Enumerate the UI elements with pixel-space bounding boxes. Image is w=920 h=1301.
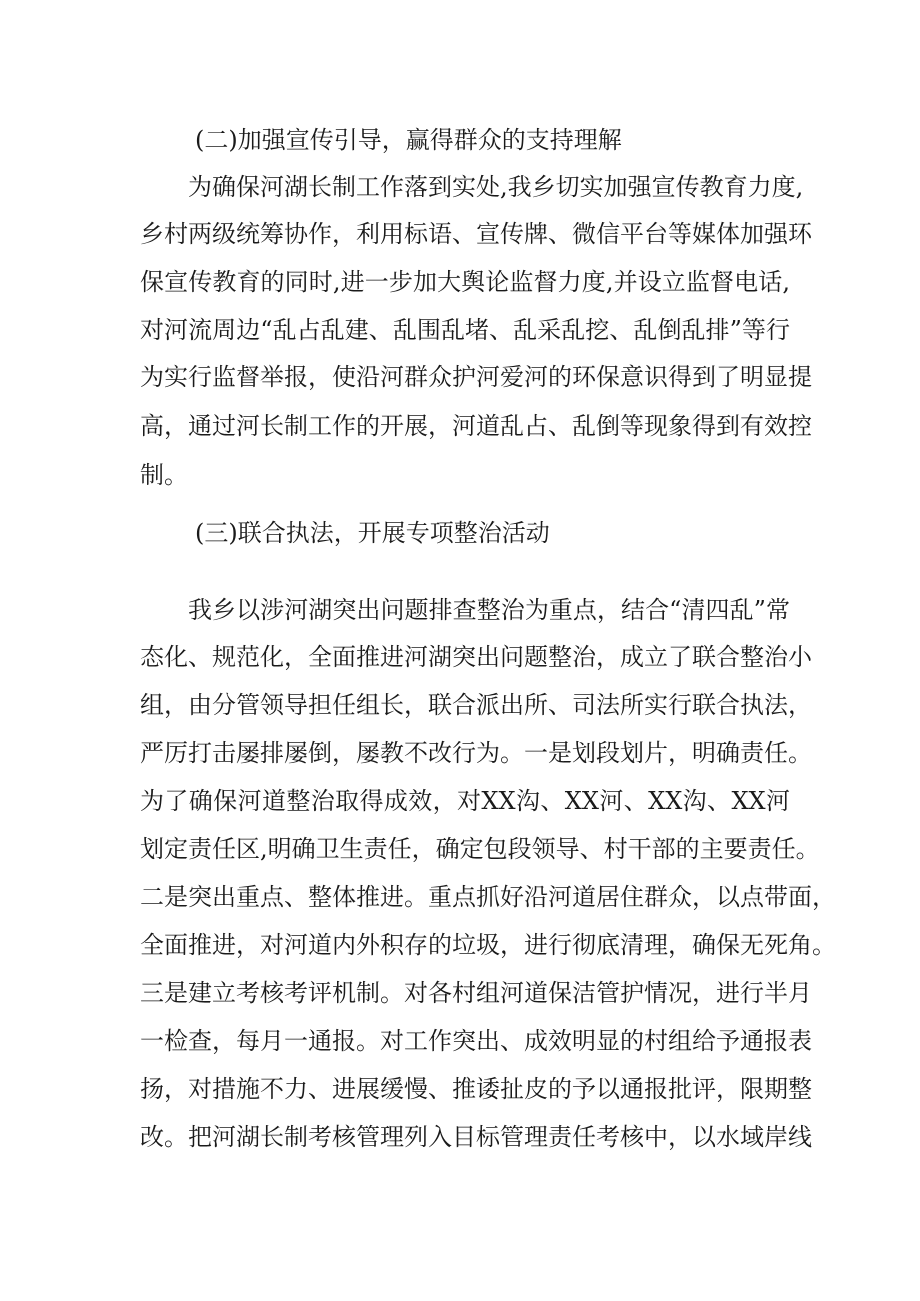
paragraph-line: 二是突出重点、整体推进。重点抓好沿河道居住群众，以点带面， [140, 883, 836, 911]
paragraph-line: 划定责任区,明确卫生责任，确定包段领导、村干部的主要责任。 [140, 835, 820, 863]
paragraph-line: 制。 [140, 461, 188, 489]
paragraph-line: 我乡以涉河湖突出问题排查整治为重点，结合“清四乱”常 [188, 596, 790, 624]
paragraph-line: 对河流周边“乱占乱建、乱围乱堵、乱采乱挖、乱倒乱排”等行 [140, 316, 790, 344]
paragraph-line: 严厉打击屡排屡倒，屡教不改行为。一是划段划片，明确责任。 [140, 739, 812, 767]
section-heading: (二)加强宣传引导，赢得群众的支持理解 [195, 126, 622, 154]
paragraph-line: 三是建立考核考评机制。对各村组河道保洁管护情况，进行半月 [140, 979, 812, 1007]
paragraph-line: 态化、规范化，全面推进河湖突出问题整治，成立了联合整治小 [140, 643, 812, 671]
paragraph-line: 改。把河湖长制考核管理列入目标管理责任考核中，以水域岸线 [140, 1123, 812, 1151]
section-heading: (三)联合执法，开展专项整治活动 [195, 519, 550, 547]
paragraph-line: 全面推进，对河道内外积存的垃圾，进行彻底清理，确保无死角。 [140, 931, 836, 959]
paragraph-line: 为了确保河道整治取得成效，对XX沟、XX河、XX沟、XX河 [140, 787, 790, 815]
paragraph-line: 组，由分管领导担任组长，联合派出所、司法所实行联合执法， [140, 691, 812, 719]
paragraph-line: 高，通过河长制工作的开展，河道乱占、乱倒等现象得到有效控 [140, 412, 812, 440]
paragraph-line: 保宣传教育的同时,进一步加大舆论监督力度,并设立监督电话, [140, 268, 790, 296]
paragraph-line: 扬，对措施不力、进展缓慢、推诿扯皮的予以通报批评，限期整 [140, 1075, 812, 1103]
paragraph-line: 为实行监督举报，使沿河群众护河爱河的环保意识得到了明显提 [140, 363, 812, 391]
paragraph-line: 一检查，每月一通报。对工作突出、成效明显的村组给予通报表 [140, 1027, 812, 1055]
paragraph-line: 为确保河湖长制工作落到实处,我乡切实加强宣传教育力度, [188, 173, 804, 201]
paragraph-line: 乡村两级统筹协作，利用标语、宣传牌、微信平台等媒体加强环 [140, 220, 812, 248]
